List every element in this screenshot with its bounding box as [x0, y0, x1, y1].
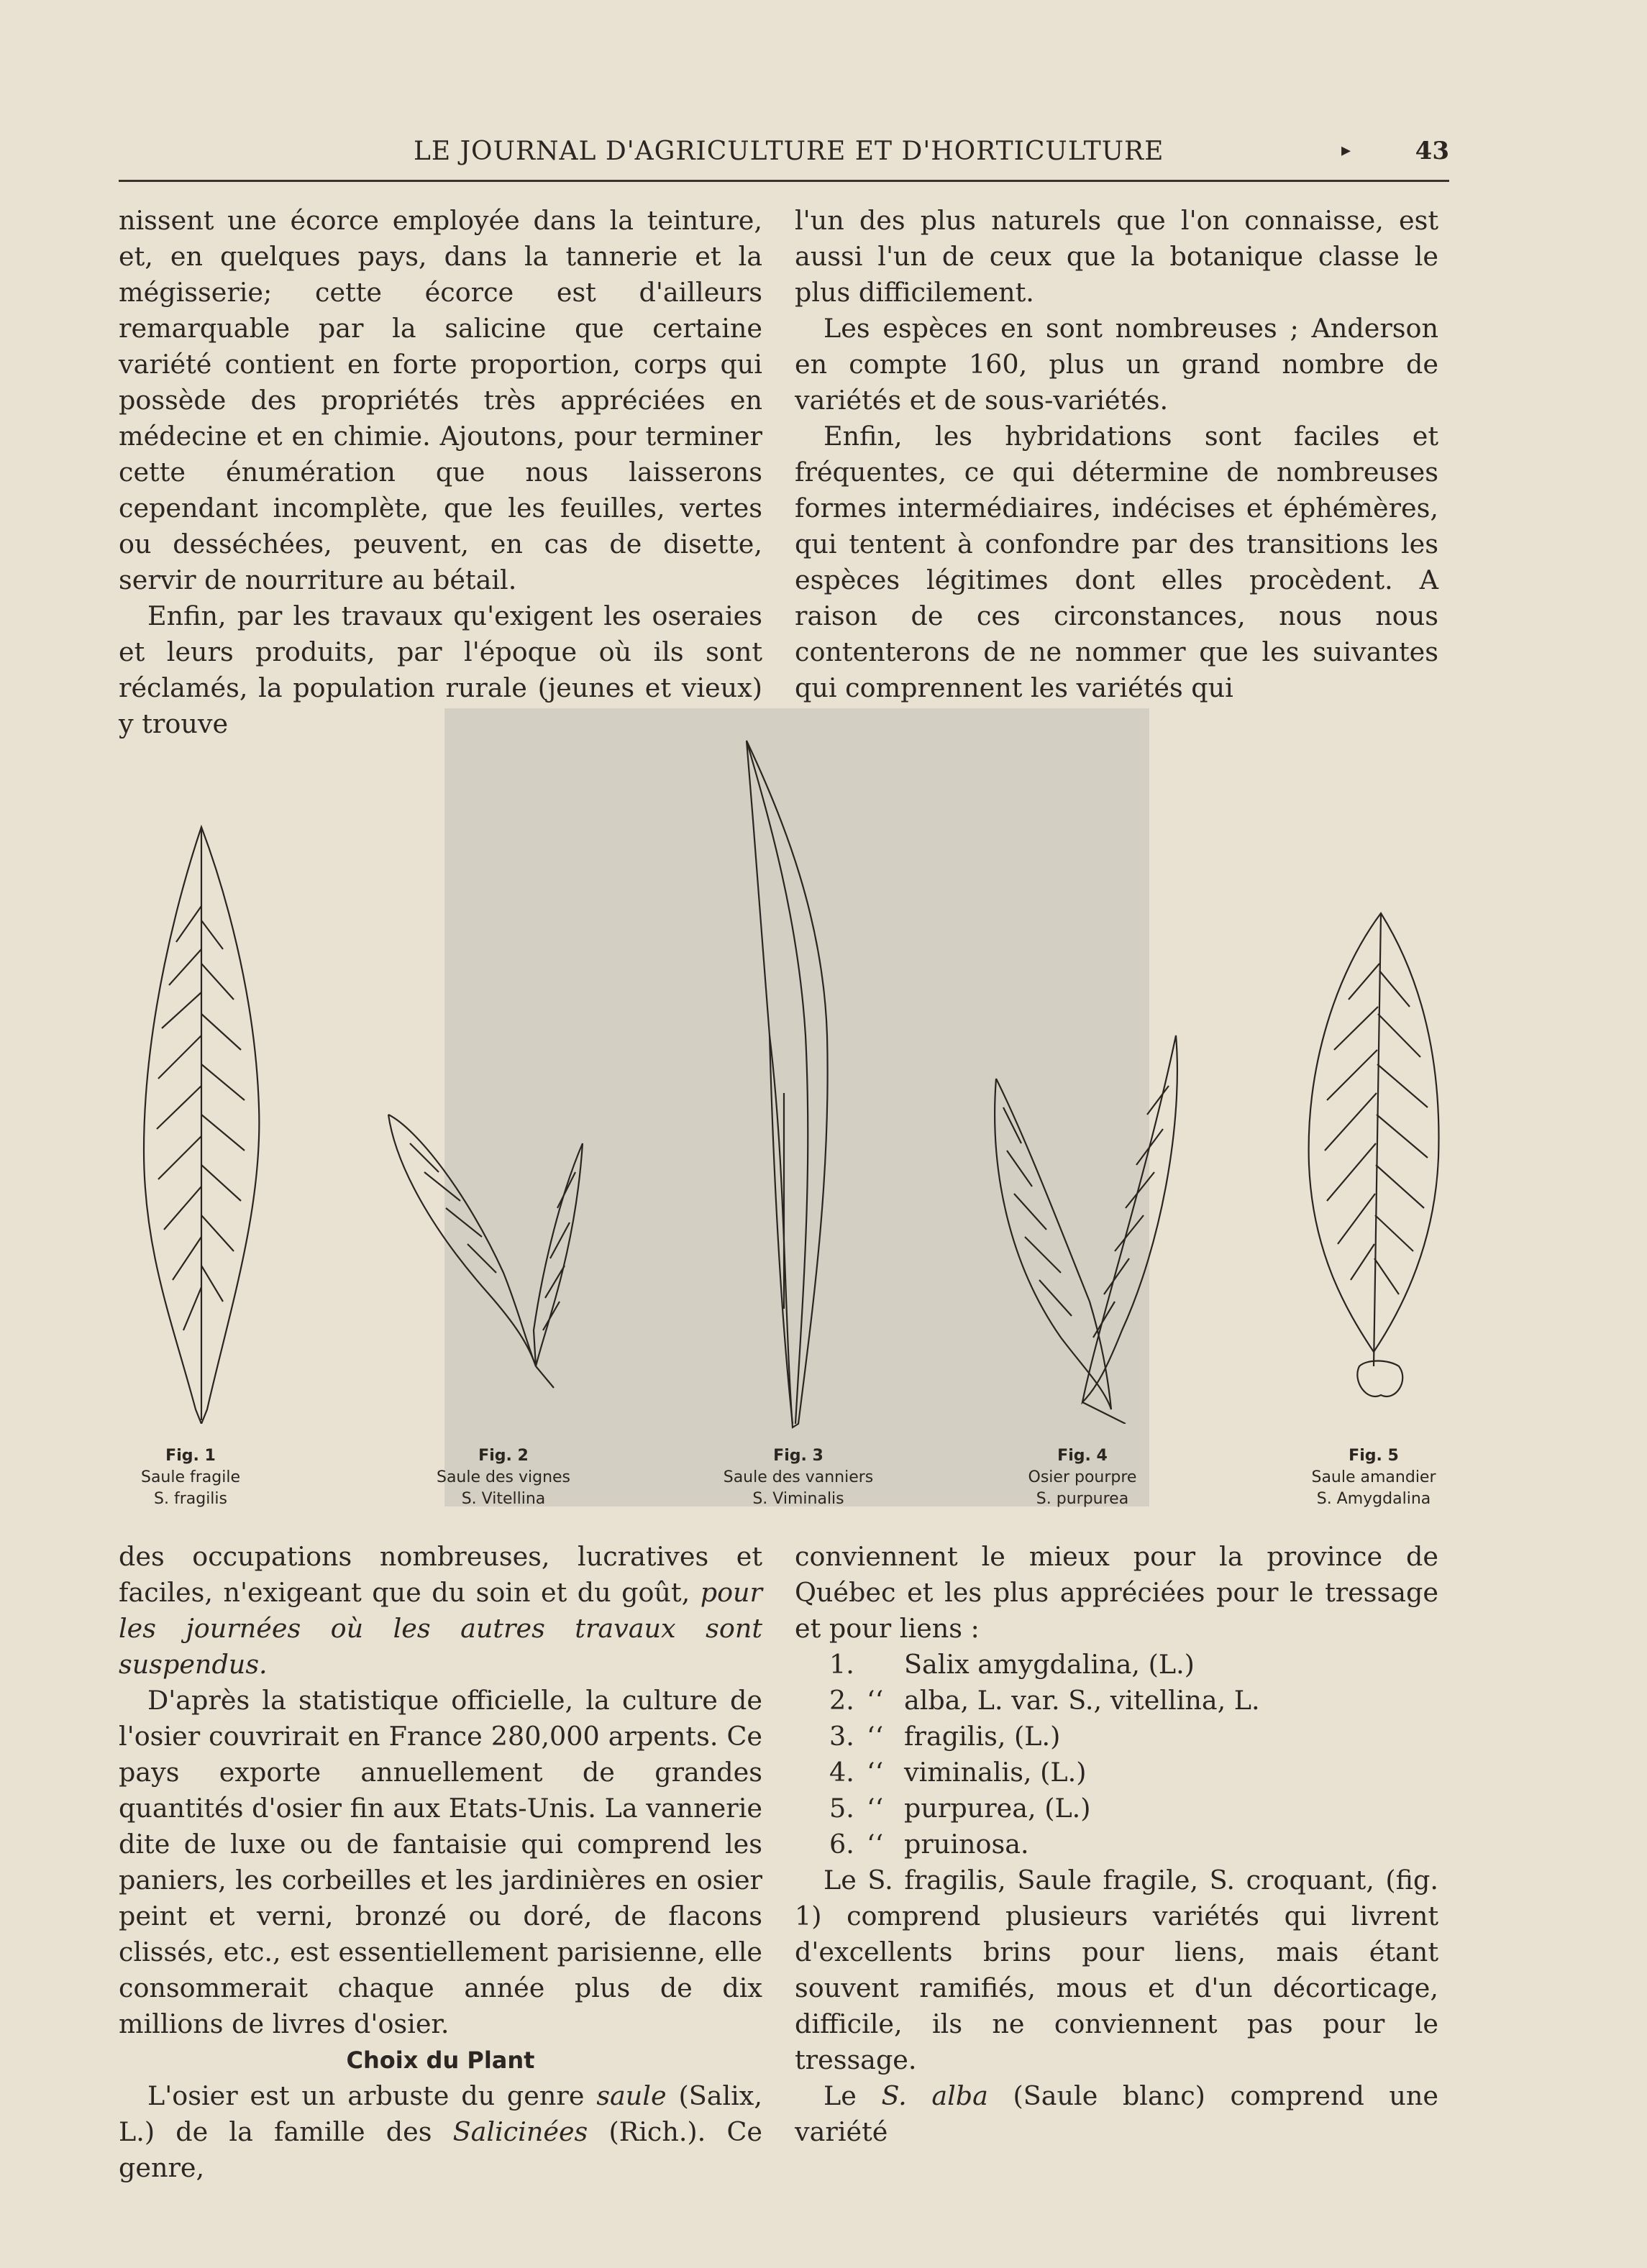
section-heading: Choix du Plant: [346, 2047, 535, 2074]
paragraph: [795, 2078, 1438, 2150]
paragraph: Les espèces en sont nombreuses ; Anderson en compte 160, plus un grand nombre de variétés et de sous-variétés.: [795, 313, 1438, 416]
running-header: [119, 137, 1449, 173]
willow-leaf-icon: [129, 805, 273, 1424]
species-list: [795, 1647, 1438, 1862]
figure-caption-2: [385, 1445, 622, 1510]
paragraph: l'un des plus naturels que l'on connaisse, est aussi l'un de ceux que la botanique classe le plus difficilement.: [795, 205, 1438, 308]
list-number: 4.: [829, 1757, 854, 1788]
list-number: 5.: [829, 1793, 854, 1824]
figure-common-name: Saule des vignes: [436, 1468, 571, 1486]
list-number: 1.: [829, 1649, 854, 1680]
willow-leaf-icon: [741, 733, 841, 1431]
paragraph-text: Le: [824, 2080, 857, 2111]
column-top-right: [795, 203, 1438, 706]
figure-caption-3: [680, 1445, 917, 1510]
list-text: fragilis, (L.): [904, 1721, 1061, 1752]
page-number: 43: [1415, 137, 1449, 165]
figure-common-name: Saule amandier: [1311, 1468, 1436, 1486]
figure-common-name: Saule fragile: [140, 1468, 241, 1486]
list-number: 6.: [829, 1829, 854, 1860]
figure-number: Fig. 3: [773, 1447, 824, 1465]
paragraph-text: L'osier est un arbuste du genre: [147, 2080, 585, 2111]
paragraph: [119, 2078, 762, 2186]
paragraph-text: (Salix, L.) de la famille des: [119, 2080, 762, 2147]
header-rule: [119, 180, 1449, 182]
list-number: 3.: [829, 1721, 854, 1752]
paragraph: conviennent le mieux pour la province de Québec et les plus appréciées pour le tressage et pour liens :: [795, 1541, 1438, 1644]
italic-text: saule: [596, 2080, 667, 2111]
list-text: Salix amygdalina, (L.): [904, 1649, 1195, 1680]
paragraph-text: (Saule blanc) comprend une variété: [795, 2080, 1439, 2147]
list-text: pruinosa.: [904, 1829, 1029, 1860]
ditto-mark: ‘‘: [867, 1829, 884, 1860]
paragraph: [119, 1539, 762, 1683]
paragraph: D'après la statistique officielle, la culture de l'osier couvrirait en France 280,000 arpents. Ce pays exporte annuellement de grandes quantités d'osier fin aux Etats-Unis. La vannerie dite de luxe ou de fantaisie qui comprend les paniers, les corbeilles et les jardinières en osier peint et verni, bronzé ou doré, de flacons clissés, etc., est essentiellement parisienne, elle consommerait chaque année plus de dix millions de livres d'osier.: [119, 1685, 762, 2039]
ditto-mark: ‘‘: [867, 1685, 884, 1716]
list-item: [795, 1719, 1438, 1755]
figure-number: Fig. 2: [478, 1447, 529, 1465]
list-text: alba, L. var. S., vitellina, L.: [904, 1685, 1260, 1716]
figure-latin-name: S. Viminalis: [752, 1490, 844, 1508]
figure-latin-name: S. Vitellina: [461, 1490, 546, 1508]
figure-latin-name: S. purpurea: [1036, 1490, 1129, 1508]
list-text: viminalis, (L.): [904, 1757, 1087, 1788]
column-bottom-right: [795, 1539, 1438, 2150]
italic-text: S. alba: [881, 2080, 988, 2111]
willow-leaf-icon: [381, 1107, 597, 1395]
figure-latin-name: S. Amygdalina: [1316, 1490, 1431, 1508]
column-bottom-left: [119, 1539, 762, 2186]
paragraph-text: (Rich.). Ce genre,: [119, 2116, 762, 2183]
paragraph: Enfin, les hybridations sont faciles et fréquentes, ce qui détermine de nombreuses formes intermédiaires, indécises et éphémères, qui tentent à confondre par des transitions les espèces légitimes dont elles procèdent. A raison de ces circonstances, nous nous contenterons de ne nommer que les suivantes qui comprennent les variétés qui: [795, 421, 1438, 703]
figure-common-name: Osier pourpre: [1028, 1468, 1137, 1486]
paragraph-text: des occupations nombreuses, lucratives et faciles, n'exigeant que du soin et du goût,: [119, 1541, 762, 1608]
italic-text: pour les journées où les autres travaux sont suspendus.: [119, 1577, 762, 1680]
list-item: [795, 1647, 1438, 1683]
ditto-mark: ‘‘: [867, 1757, 884, 1788]
ink-mark: ▸: [1341, 140, 1351, 161]
ditto-mark: ‘‘: [867, 1721, 884, 1752]
figure-caption-1: [72, 1445, 309, 1510]
figure-caption-4: [964, 1445, 1201, 1510]
list-item: [795, 1826, 1438, 1862]
list-number: 2.: [829, 1685, 854, 1716]
figure-number: Fig. 5: [1349, 1447, 1399, 1465]
list-item: [795, 1683, 1438, 1719]
column-top-left: [119, 203, 762, 742]
italic-text: Salicinées: [452, 2116, 588, 2147]
paragraph: Enfin, par les travaux qu'exigent les oseraies et leurs produits, par l'époque où ils sont réclamés, la population rurale (jeunes et vieux) y trouve: [119, 600, 762, 739]
paragraph: Le S. fragilis, Saule fragile, S. croquant, (fig. 1) comprend plusieurs variétés qui livrent d'excellents brins pour liens, mais étant souvent ramifiés, mous et d'un décorticage, difficile, ils ne conviennent pas pour le tressage.: [795, 1865, 1438, 2075]
figure-caption-5: [1255, 1445, 1492, 1510]
list-text: purpurea, (L.): [904, 1793, 1091, 1824]
willow-leaf-icon: [982, 1028, 1190, 1424]
figure-common-name: Saule des vanniers: [723, 1468, 874, 1486]
ditto-mark: ‘‘: [867, 1793, 884, 1824]
willow-leaf-icon: [1295, 906, 1453, 1424]
figure-number: Fig. 1: [165, 1447, 216, 1465]
list-item: [795, 1755, 1438, 1791]
figure-latin-name: S. fragilis: [154, 1490, 227, 1508]
paragraph: nissent une écorce employée dans la teinture, et, en quelques pays, dans la tannerie et la mégisserie; cette écorce est d'ailleurs remarquable par la salicine que certaine variété contient en forte proportion, corps qui possède des propriétés très appréciées en médecine et en chimie. Ajoutons, pour terminer cette énumération que nous laisserons cependant incomplète, que les feuilles, vertes ou desséchées, peuvent, en cas de disette, servir de nourriture au bétail.: [119, 205, 762, 595]
journal-title: LE JOURNAL D'AGRICULTURE ET D'HORTICULTURE: [414, 137, 1164, 166]
figure-number: Fig. 4: [1057, 1447, 1108, 1465]
list-item: [795, 1791, 1438, 1826]
